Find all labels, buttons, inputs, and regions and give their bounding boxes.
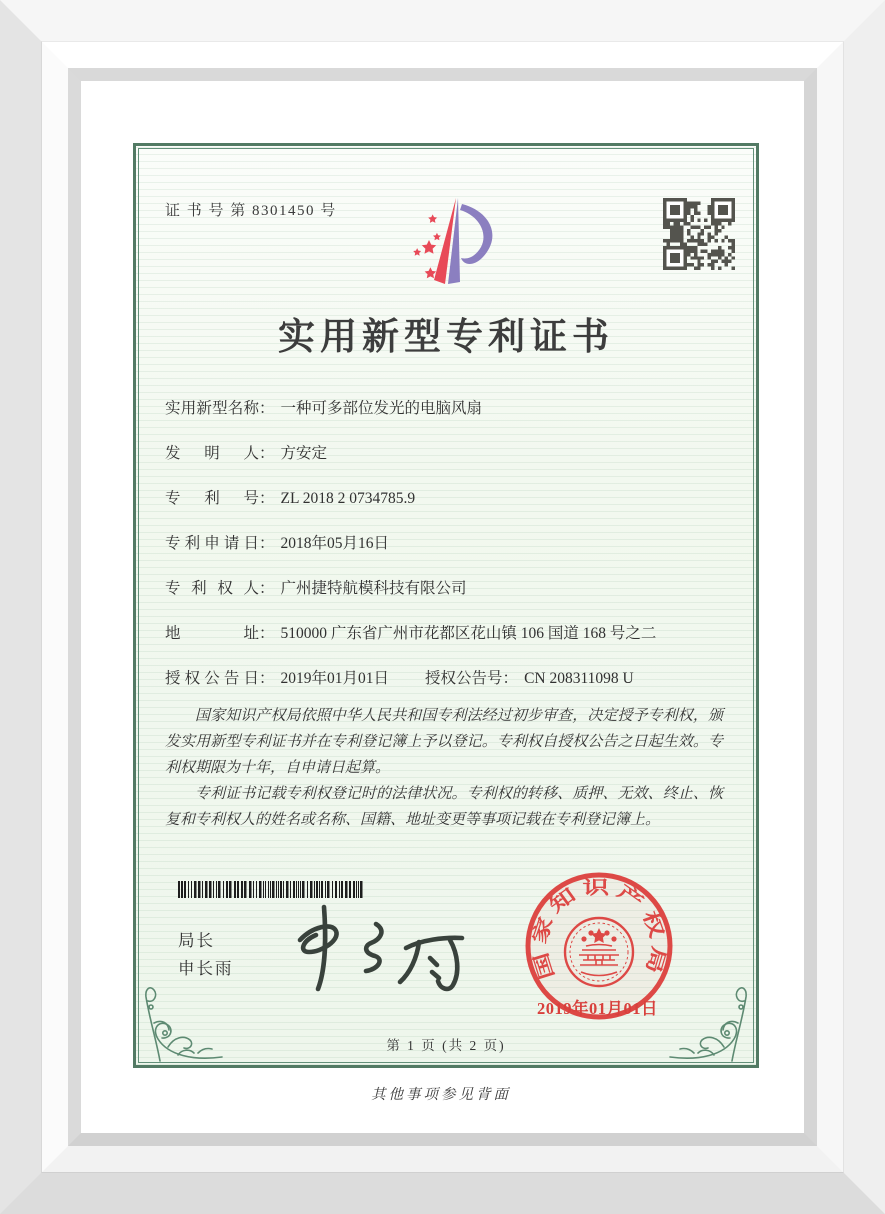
page-number: 第 1 页 (共 2 页) — [386, 1038, 506, 1053]
field-label: 授权公告日 — [165, 670, 259, 687]
field-label: 专利号 — [165, 490, 259, 507]
legal-text — [165, 703, 723, 833]
seal-ring-text: 国家知识产权局 — [529, 877, 669, 982]
issuer-title: 局长 — [178, 931, 215, 950]
issuer-block — [178, 927, 234, 983]
field-row-patentee — [165, 576, 730, 602]
field-list — [165, 396, 730, 711]
issuer-name: 申长雨 — [178, 959, 234, 978]
field-colon: ： — [259, 580, 275, 597]
seal-date: 2019年01月01日 — [537, 999, 658, 1018]
field-label: 专利权人 — [165, 580, 259, 597]
cnipa-logo-icon — [388, 192, 512, 290]
field-value: 一种可多部位发光的电脑风扇 — [280, 400, 483, 417]
field-colon: ： — [259, 400, 275, 417]
field-value: ZL 2018 2 0734785.9 — [280, 490, 416, 507]
field-value: CN 208311098 U — [524, 670, 634, 687]
field-value: 510000 广东省广州市花都区花山镇 106 国道 168 号之二 — [280, 625, 657, 642]
field-label: 发明人 — [165, 445, 259, 462]
field-colon: ： — [259, 445, 275, 462]
field-label: 专利申请日 — [165, 535, 259, 552]
field-label: 授权公告号 — [425, 670, 503, 687]
field-colon: ： — [259, 670, 275, 687]
field-row-grant — [165, 666, 730, 692]
field-colon: ： — [259, 535, 275, 552]
qr-code-icon — [663, 198, 735, 270]
field-colon: ： — [502, 670, 519, 687]
handwritten-signature-icon — [276, 894, 481, 999]
field-label: 地址 — [165, 625, 259, 642]
field-value: 2019年01月01日 — [280, 670, 390, 687]
field-row-name — [165, 396, 730, 422]
field-value: 广州捷特航模科技有限公司 — [280, 580, 467, 597]
certificate-title: 实用新型专利证书 — [278, 317, 614, 358]
field-label: 实用新型名称 — [165, 400, 259, 417]
field-row-filing-date — [165, 531, 730, 557]
back-side-note: 其他事项参见背面 — [371, 1087, 511, 1103]
field-row-inventor — [165, 441, 730, 467]
legal-paragraph: 专利证书记载专利权登记时的法律状况。专利权的转移、质押、无效、终止、恢复和专利权人的姓名或名称、国籍、地址变更等事项记载在专利登记簿上。 — [165, 786, 723, 828]
certificate-body — [133, 143, 759, 1068]
legal-paragraph: 国家知识产权局依照中华人民共和国专利法经过初步审查，决定授予专利权，颁发实用新型专利证书并在专利登记簿上予以登记。专利权自授权公告之日起生效。专利权期限为十年，自申请日起算。 — [165, 708, 723, 776]
field-row-address — [165, 621, 730, 647]
field-colon: ： — [259, 490, 275, 507]
field-row-patent-number — [165, 486, 730, 512]
field-value: 2018年05月16日 — [280, 535, 390, 552]
field-value: 方安定 — [280, 445, 328, 462]
certificate-number: 证 书 号 第 8301450 号 — [165, 203, 337, 219]
logo-mark — [413, 198, 492, 284]
field-colon: ： — [259, 625, 275, 642]
